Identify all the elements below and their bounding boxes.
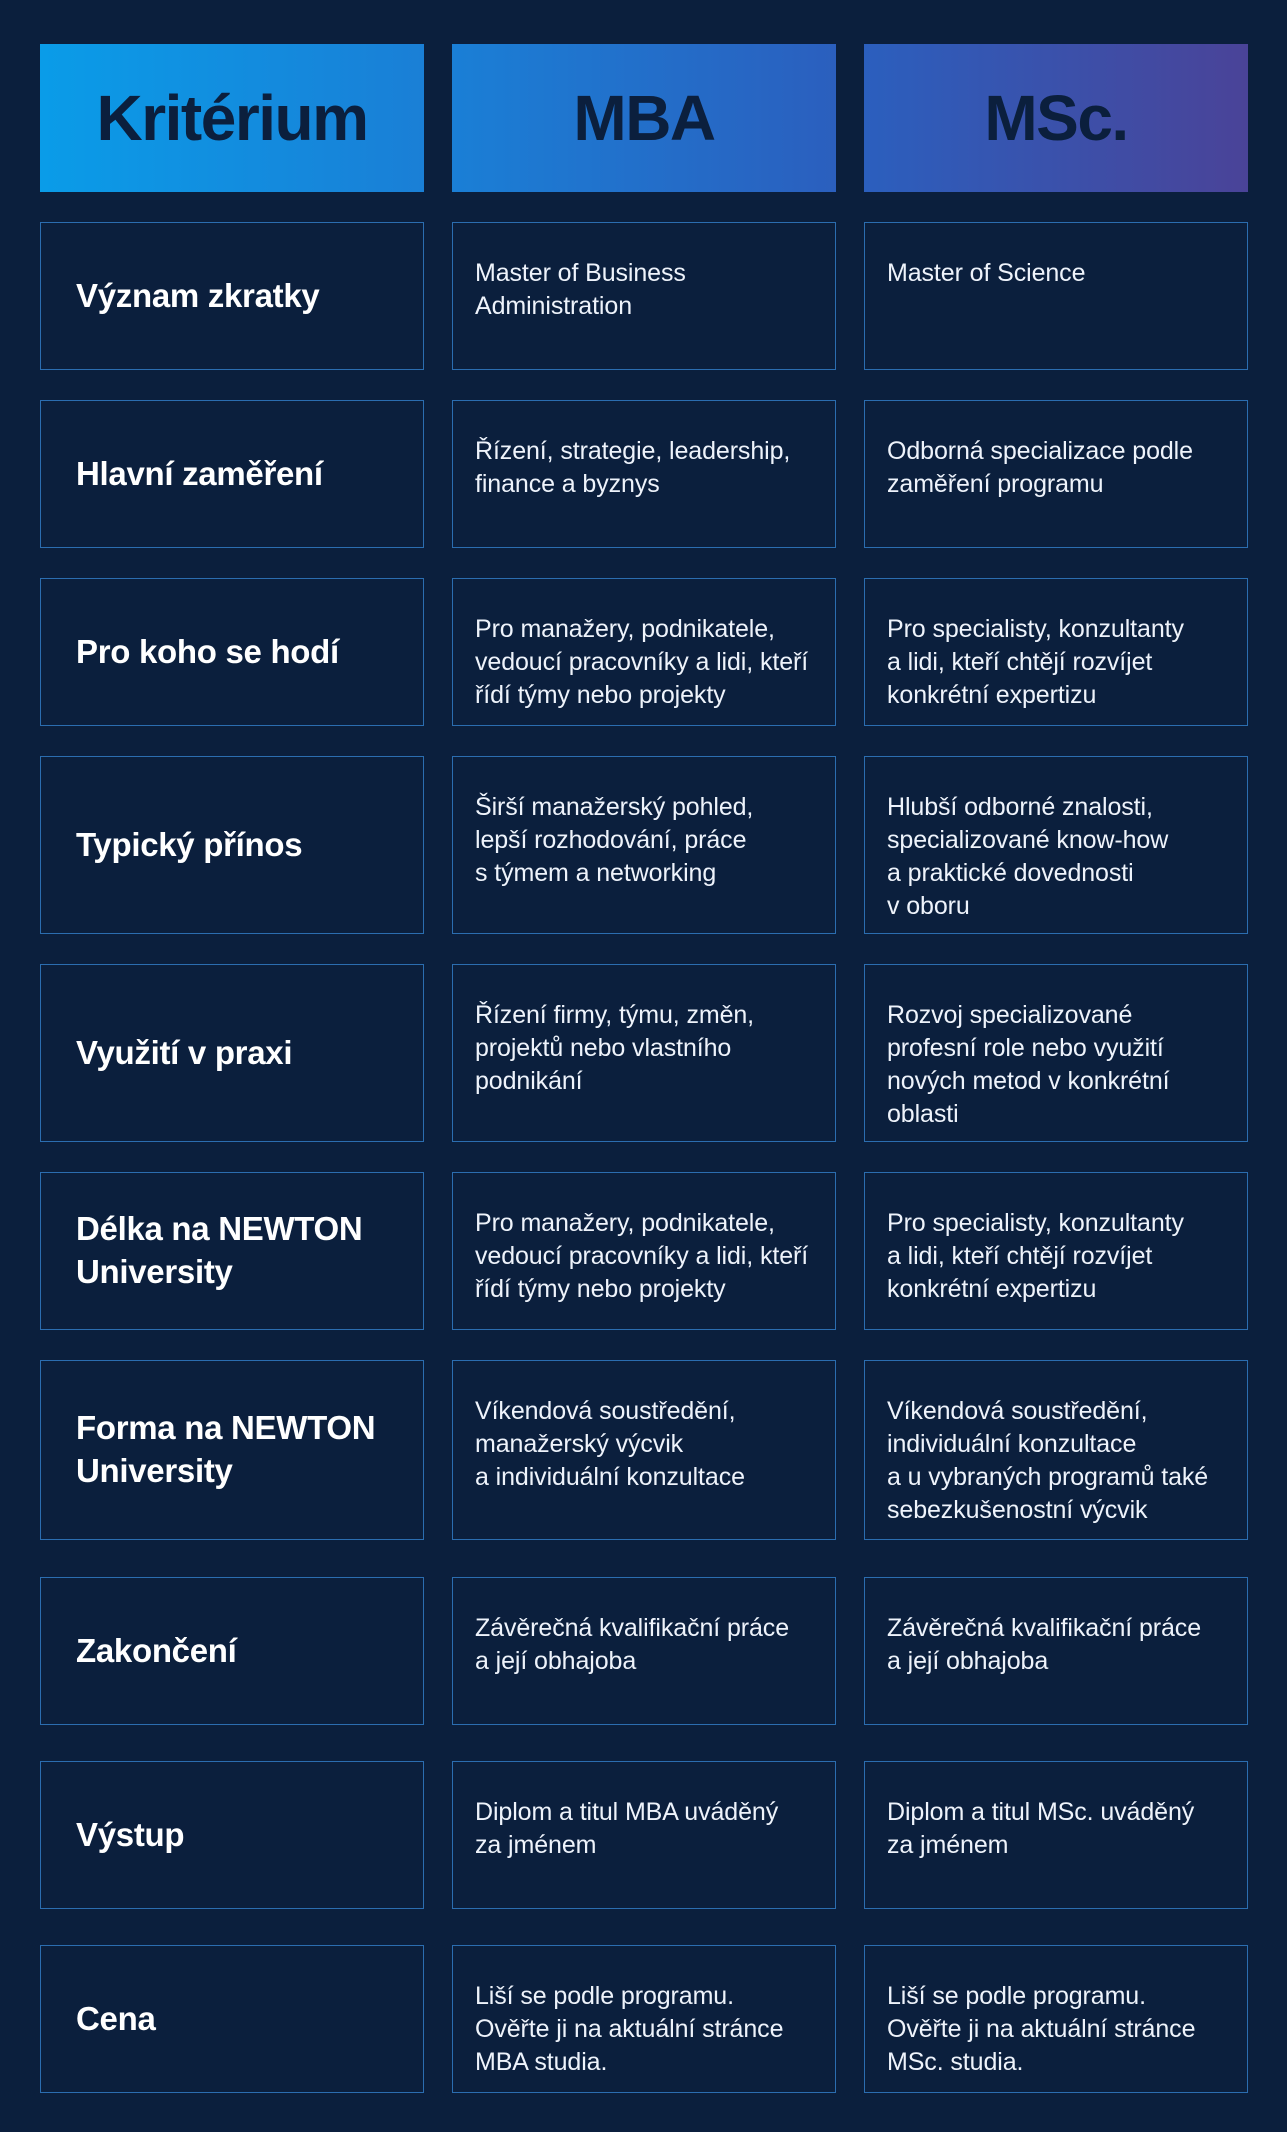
mba-cell: Pro manažery, podnikatele, vedoucí pracovníky a lidi, kteří řídí týmy nebo projekty xyxy=(452,1172,836,1330)
criterion-cell: Hlavní zaměření xyxy=(40,400,424,548)
mba-cell: Závěrečná kvalifikační práce a její obhajoba xyxy=(452,1577,836,1725)
msc-cell: Rozvoj specializované profesní role nebo využití nových metod v konkrétní oblasti xyxy=(864,964,1248,1142)
msc-cell: Víkendová soustředění, individuální konzultace a u vybraných programů také sebezkušenostní výcvik xyxy=(864,1360,1248,1540)
msc-cell: Diplom a titul MSc. uváděný za jménem xyxy=(864,1761,1248,1909)
criterion-cell: Pro koho se hodí xyxy=(40,578,424,726)
header-msc: MSc. xyxy=(864,44,1248,192)
criterion-cell: Cena xyxy=(40,1945,424,2093)
mba-cell: Řízení firmy, týmu, změn, projektů nebo vlastního podnikání xyxy=(452,964,836,1142)
criterion-cell: Forma na NEWTON University xyxy=(40,1360,424,1540)
criterion-cell: Využití v praxi xyxy=(40,964,424,1142)
msc-cell: Závěrečná kvalifikační práce a její obhajoba xyxy=(864,1577,1248,1725)
msc-cell: Hlubší odborné znalosti, specializované know-how a praktické dovednosti v oboru xyxy=(864,756,1248,934)
criterion-cell: Typický přínos xyxy=(40,756,424,934)
mba-cell: Diplom a titul MBA uváděný za jménem xyxy=(452,1761,836,1909)
criterion-cell: Zakončení xyxy=(40,1577,424,1725)
criterion-cell: Význam zkratky xyxy=(40,222,424,370)
header-mba: MBA xyxy=(452,44,836,192)
criterion-cell: Výstup xyxy=(40,1761,424,1909)
mba-cell: Master of Business Administration xyxy=(452,222,836,370)
msc-cell: Odborná specializace podle zaměření programu xyxy=(864,400,1248,548)
msc-cell: Liší se podle programu. Ověřte ji na aktuální stránce MSc. studia. xyxy=(864,1945,1248,2093)
comparison-table xyxy=(40,44,1248,2093)
msc-cell: Pro specialisty, konzultanty a lidi, kteří chtějí rozvíjet konkrétní expertizu xyxy=(864,1172,1248,1330)
criterion-cell: Délka na NEWTON University xyxy=(40,1172,424,1330)
mba-cell: Víkendová soustředění, manažerský výcvik a individuální konzultace xyxy=(452,1360,836,1540)
mba-cell: Širší manažerský pohled, lepší rozhodování, práce s týmem a networking xyxy=(452,756,836,934)
msc-cell: Master of Science xyxy=(864,222,1248,370)
mba-cell: Pro manažery, podnikatele, vedoucí pracovníky a lidi, kteří řídí týmy nebo projekty xyxy=(452,578,836,726)
mba-cell: Liší se podle programu. Ověřte ji na aktuální stránce MBA studia. xyxy=(452,1945,836,2093)
header-criterion: Kritérium xyxy=(40,44,424,192)
mba-cell: Řízení, strategie, leadership, finance a byznys xyxy=(452,400,836,548)
msc-cell: Pro specialisty, konzultanty a lidi, kteří chtějí rozvíjet konkrétní expertizu xyxy=(864,578,1248,726)
